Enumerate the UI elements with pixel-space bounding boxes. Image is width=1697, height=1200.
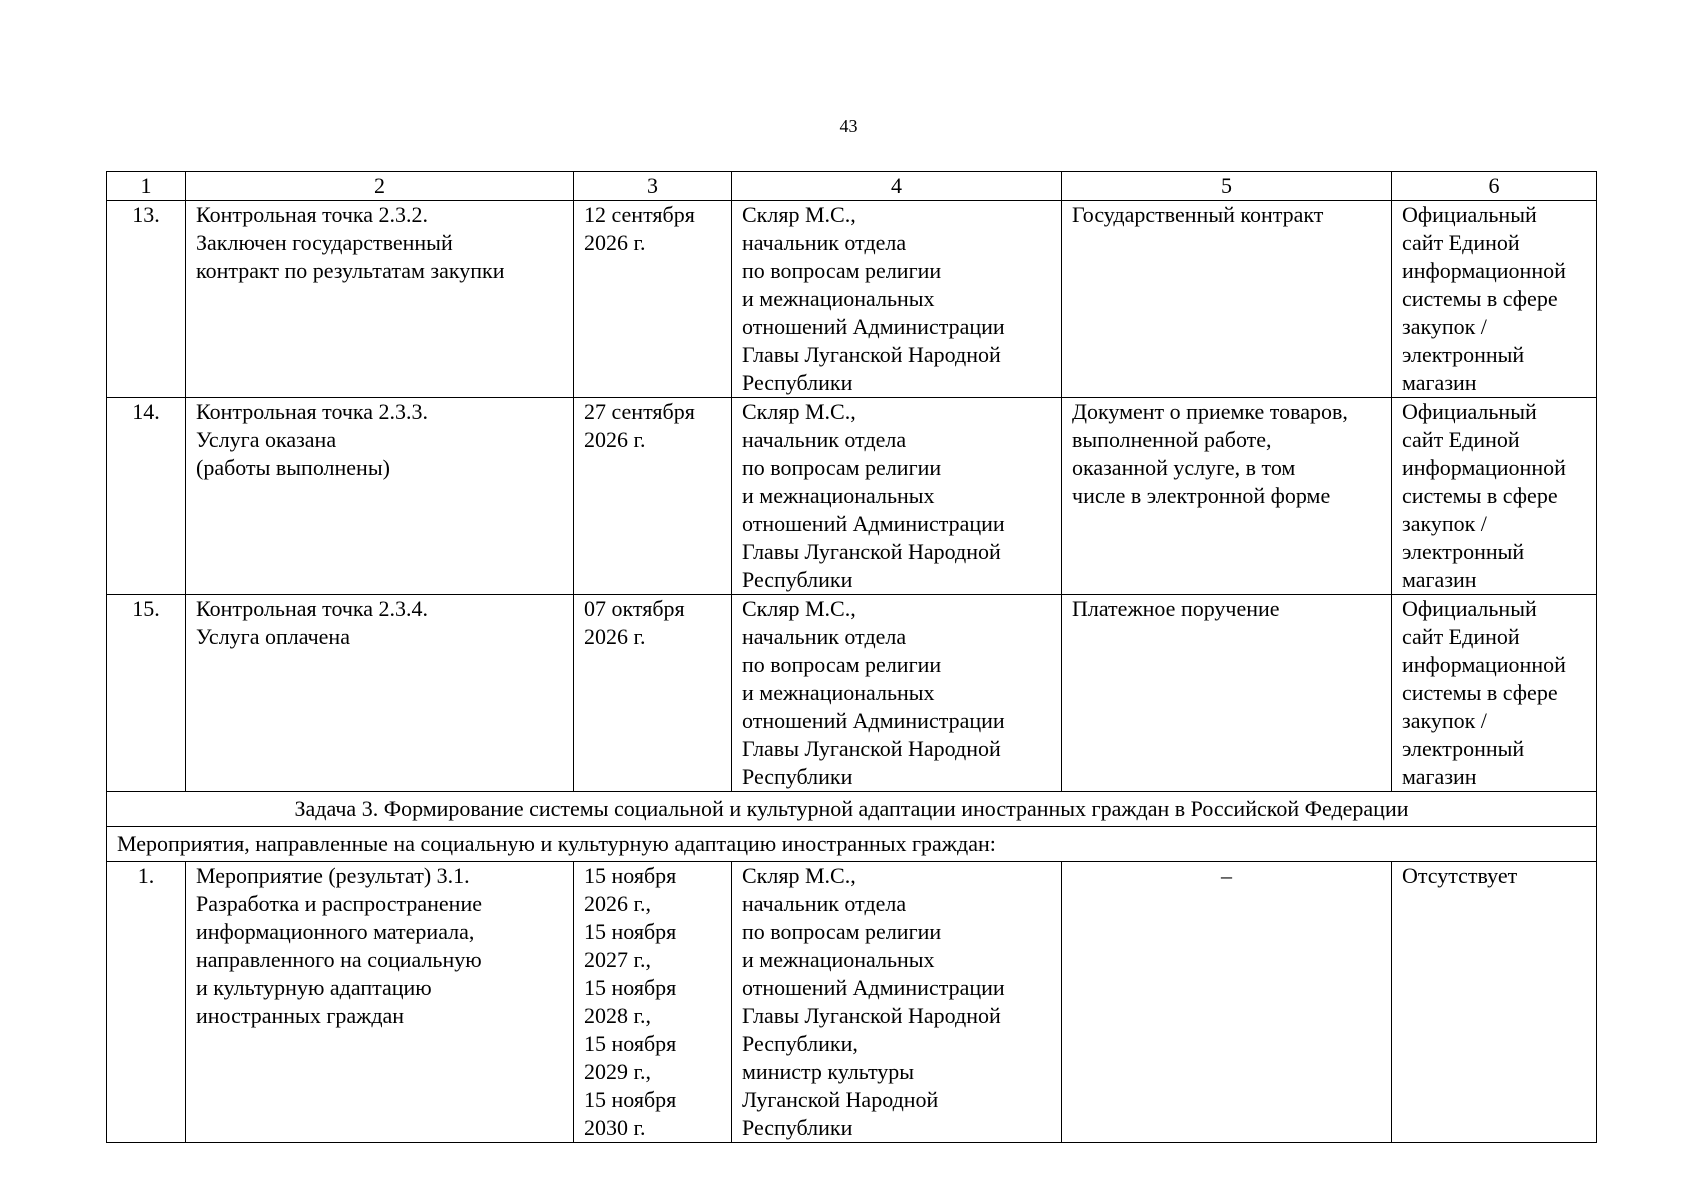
date-cell: 12 сентября 2026 г. [574, 201, 732, 398]
date-cell: 07 октября 2026 г. [574, 595, 732, 792]
event-cell: Контрольная точка 2.3.3. Услуга оказана (работы выполнены) [186, 398, 574, 595]
column-number-row [107, 172, 1597, 201]
table-row [107, 201, 1597, 398]
page-number: 43 [839, 116, 858, 136]
column-number: 5 [1062, 172, 1392, 201]
system-cell: Официальный сайт Единой информационной системы в сфере закупок / электронный магазин [1392, 398, 1597, 595]
responsible-cell: Скляр М.С., начальник отдела по вопросам религии и межнациональных отношений Администрации Главы Луганской Народной Республики, министр культуры Луганской Народной Республики [732, 862, 1062, 1143]
column-number: 1 [107, 172, 186, 201]
section-heading-row [107, 827, 1597, 862]
date-cell: 15 ноября 2026 г., 15 ноября 2027 г., 15 ноября 2028 г., 15 ноября 2029 г., 15 ноября 2030 г. [574, 862, 732, 1143]
event-cell: Контрольная точка 2.3.2. Заключен государственный контракт по результатам закупки [186, 201, 574, 398]
responsible-cell: Скляр М.С., начальник отдела по вопросам религии и межнациональных отношений Администрации Главы Луганской Народной Республики [732, 595, 1062, 792]
plan-table [106, 171, 1597, 1143]
row-number: 14. [107, 398, 186, 595]
system-cell: Отсутствует [1392, 862, 1597, 1143]
system-cell: Официальный сайт Единой информационной системы в сфере закупок / электронный магазин [1392, 201, 1597, 398]
document-cell: Платежное поручение [1062, 595, 1392, 792]
responsible-cell: Скляр М.С., начальник отдела по вопросам религии и межнациональных отношений Администрации Главы Луганской Народной Республики [732, 201, 1062, 398]
responsible-cell: Скляр М.С., начальник отдела по вопросам религии и межнациональных отношений Администрации Главы Луганской Народной Республики [732, 398, 1062, 595]
system-cell: Официальный сайт Единой информационной системы в сфере закупок / электронный магазин [1392, 595, 1597, 792]
task-heading-row [107, 792, 1597, 827]
document-cell: – [1062, 862, 1392, 1143]
event-cell: Контрольная точка 2.3.4. Услуга оплачена [186, 595, 574, 792]
row-number: 13. [107, 201, 186, 398]
task-title: Задача 3. Формирование системы социальной и культурной адаптации иностранных граждан в Российской Федерации [107, 792, 1597, 827]
document-cell: Государственный контракт [1062, 201, 1392, 398]
table-row [107, 862, 1597, 1143]
section-title: Мероприятия, направленные на социальную и культурную адаптацию иностранных граждан: [107, 827, 1597, 862]
document-cell: Документ о приемке товаров, выполненной работе, оказанной услуге, в том числе в электронной форме [1062, 398, 1392, 595]
event-cell: Мероприятие (результат) 3.1. Разработка и распространение информационного материала, направленного на социальную и культурную адаптацию иностранных граждан [186, 862, 574, 1143]
row-number: 15. [107, 595, 186, 792]
date-cell: 27 сентября 2026 г. [574, 398, 732, 595]
table-row [107, 595, 1597, 792]
column-number: 4 [732, 172, 1062, 201]
column-number: 6 [1392, 172, 1597, 201]
column-number: 2 [186, 172, 574, 201]
row-number: 1. [107, 862, 186, 1143]
table-row [107, 398, 1597, 595]
column-number: 3 [574, 172, 732, 201]
